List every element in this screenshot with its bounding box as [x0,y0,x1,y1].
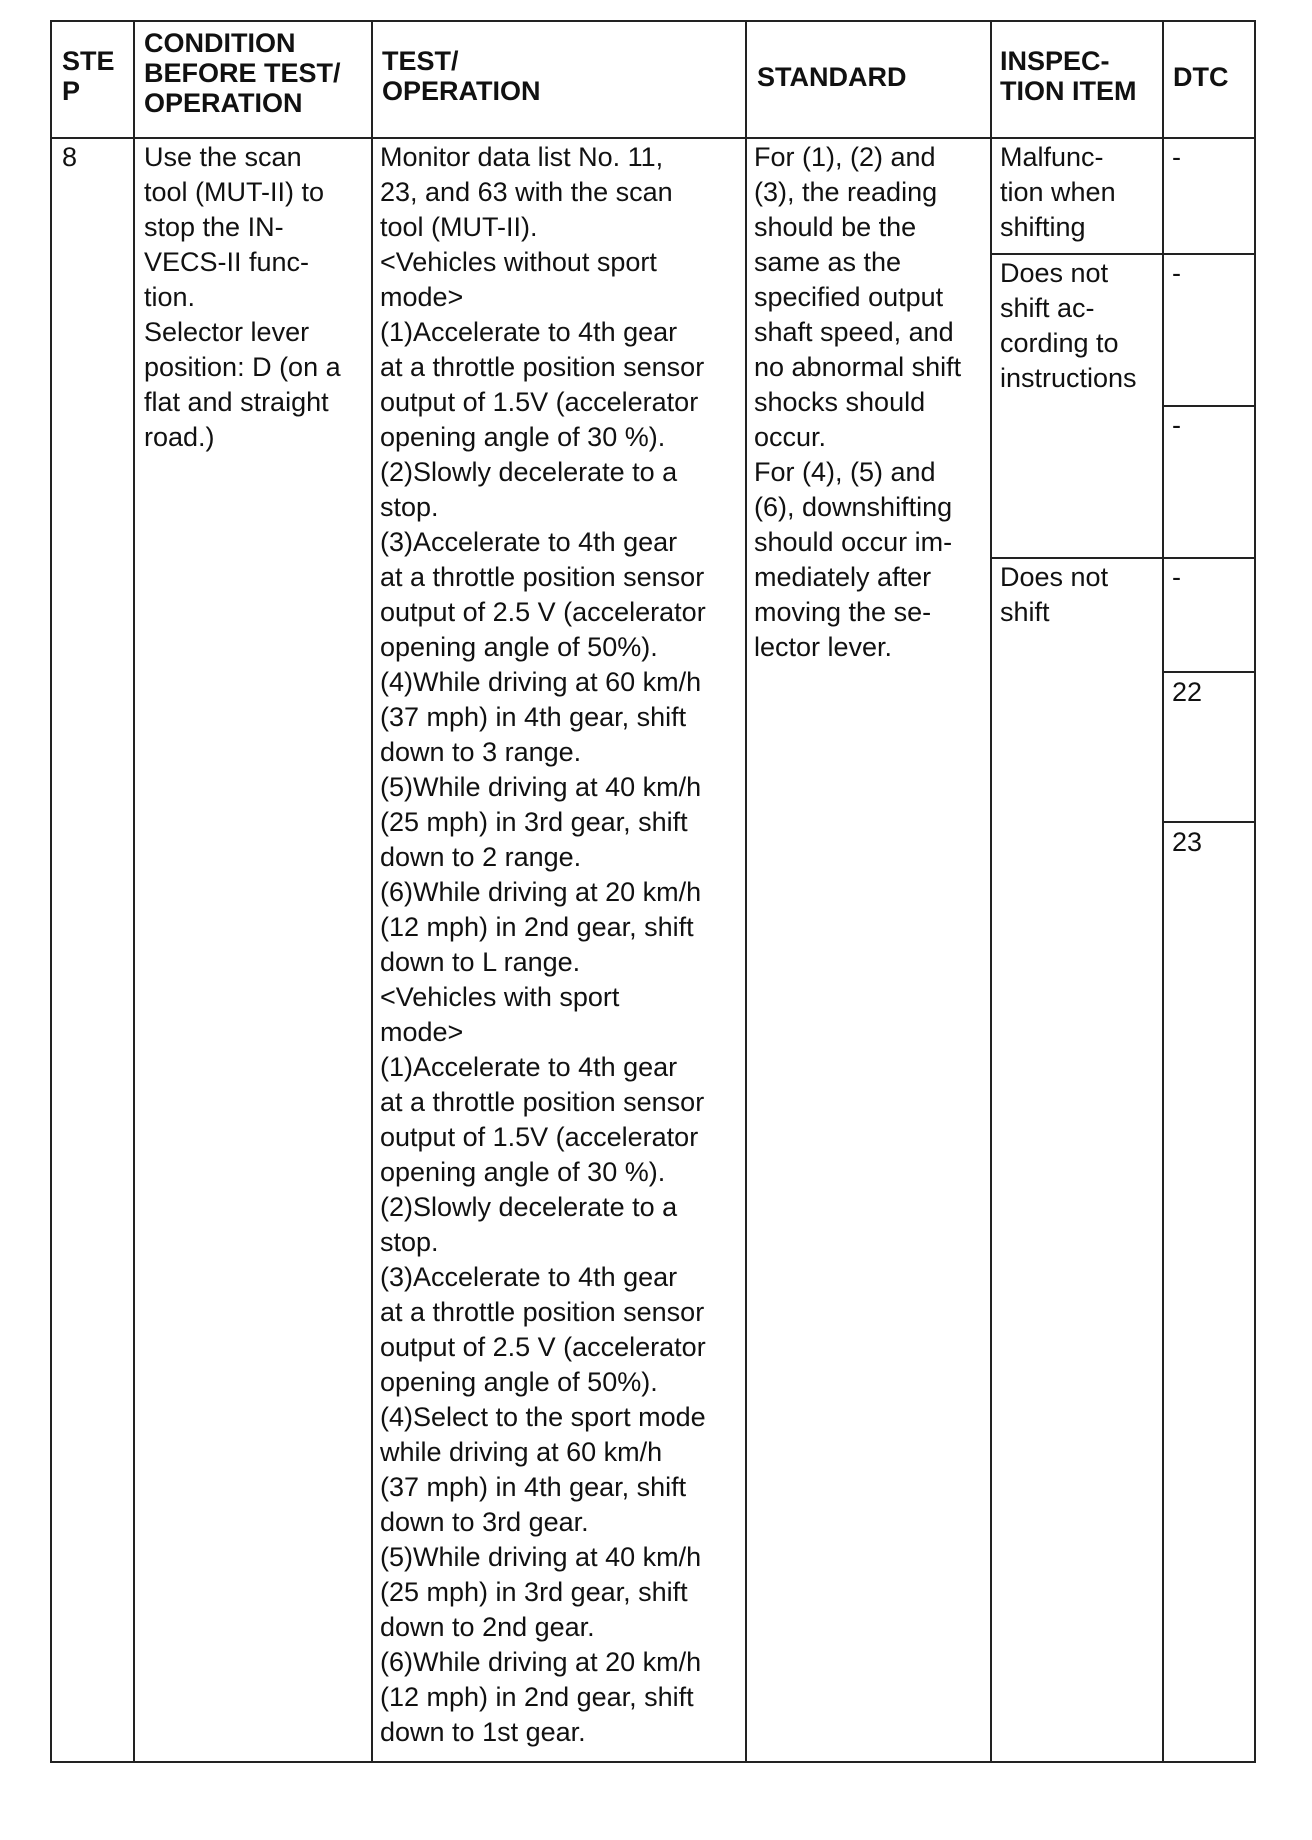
test-operation-text: Monitor data list No. 11, 23, and 63 with the scan tool (MUT-II). <Vehicles without sport mode> (1)Accelerate to 4th gear at a throttle position sensor output of 1.5V (accelerator opening angle of 30 %). (2)Slowly decelerate to a stop. (3)Accelerate to 4th gear at a throttle position sensor output of 2.5 V (accelerator opening angle of 50%). (4)While driving at 60 km/h (37 mph) in 4th gear, shift down to 3 range. (5)While driving at 40 km/h (25 mph) in 3rd gear, shift down to 2 range. (6)While driving at 20 km/h (12 mph) in 2nd gear, shift down to L range. <Vehicles with sport mode> (1)Accelerate to 4th gear at a throttle position sensor output of 1.5V (accelerator opening angle of 30 %). (2)Slowly decelerate to a stop. (3)Accelerate to 4th gear at a throttle position sensor output of 2.5 V (accelerator opening angle of 50%). (4)Select to the sport mode while driving at 60 km/h (37 mph) in 4th gear, shift down to 3rd gear. (5)While driving at 40 km/h (25 mph) in 3rd gear, shift down to 2nd gear. (6)While driving at 20 km/h (12 mph) in 2nd gear, shift down to 1st gear. [380,142,706,1747]
dtc-divider-1 [1162,253,1254,255]
dtc-value-5: 22 [1172,677,1203,707]
inspection-item-1: Malfunc- tion when shifting [1000,142,1116,242]
dtc-value-4: - [1172,562,1181,592]
column-divider-test [745,20,747,1763]
inspection-item-2: Does not shift ac- cording to instructions [1000,258,1137,393]
dtc-value-6: 23 [1172,827,1203,857]
dtc-divider-4 [1162,671,1254,673]
dtc-value-3: - [1172,410,1181,440]
inspection-divider-1 [990,253,1164,255]
dtc-divider-3 [1162,557,1254,559]
header-condition: CONDITION BEFORE TEST/ OPERATION [144,28,341,118]
header-dtc: DTC [1173,62,1229,92]
column-divider-inspection [1162,20,1164,1763]
dtc-divider-2 [1162,405,1254,407]
column-divider-condition [371,20,373,1763]
header-inspection-item: INSPEC- TION ITEM [1000,46,1137,106]
table-top-border [50,20,1256,22]
header-test-operation: TEST/ OPERATION [382,46,541,106]
standard-text: For (1), (2) and (3), the reading should be the same as the specified output shaft speed, and no abnormal shift shocks should occur. For (4), (5) and (6), downshifting should occur im- mediately after moving the se- lector lever. [754,142,962,662]
dtc-value-2: - [1172,258,1181,288]
column-divider-standard [990,20,992,1763]
column-divider-step [133,20,135,1763]
header-standard: STANDARD [757,62,907,92]
inspection-divider-2 [990,557,1164,559]
dtc-value-1: - [1172,142,1181,172]
dtc-divider-5 [1162,821,1254,823]
inspection-item-3: Does not shift [1000,562,1109,627]
table-left-border [50,20,52,1763]
table-bottom-border [50,1761,1256,1763]
condition-text: Use the scan tool (MUT-II) to stop the IN- VECS-II func- tion. Selector lever position: D (on a flat and straight road.) [144,142,341,452]
table-right-border [1254,20,1256,1763]
header-step: STE P [62,46,115,106]
step-number: 8 [62,142,78,172]
header-bottom-border [50,137,1256,139]
